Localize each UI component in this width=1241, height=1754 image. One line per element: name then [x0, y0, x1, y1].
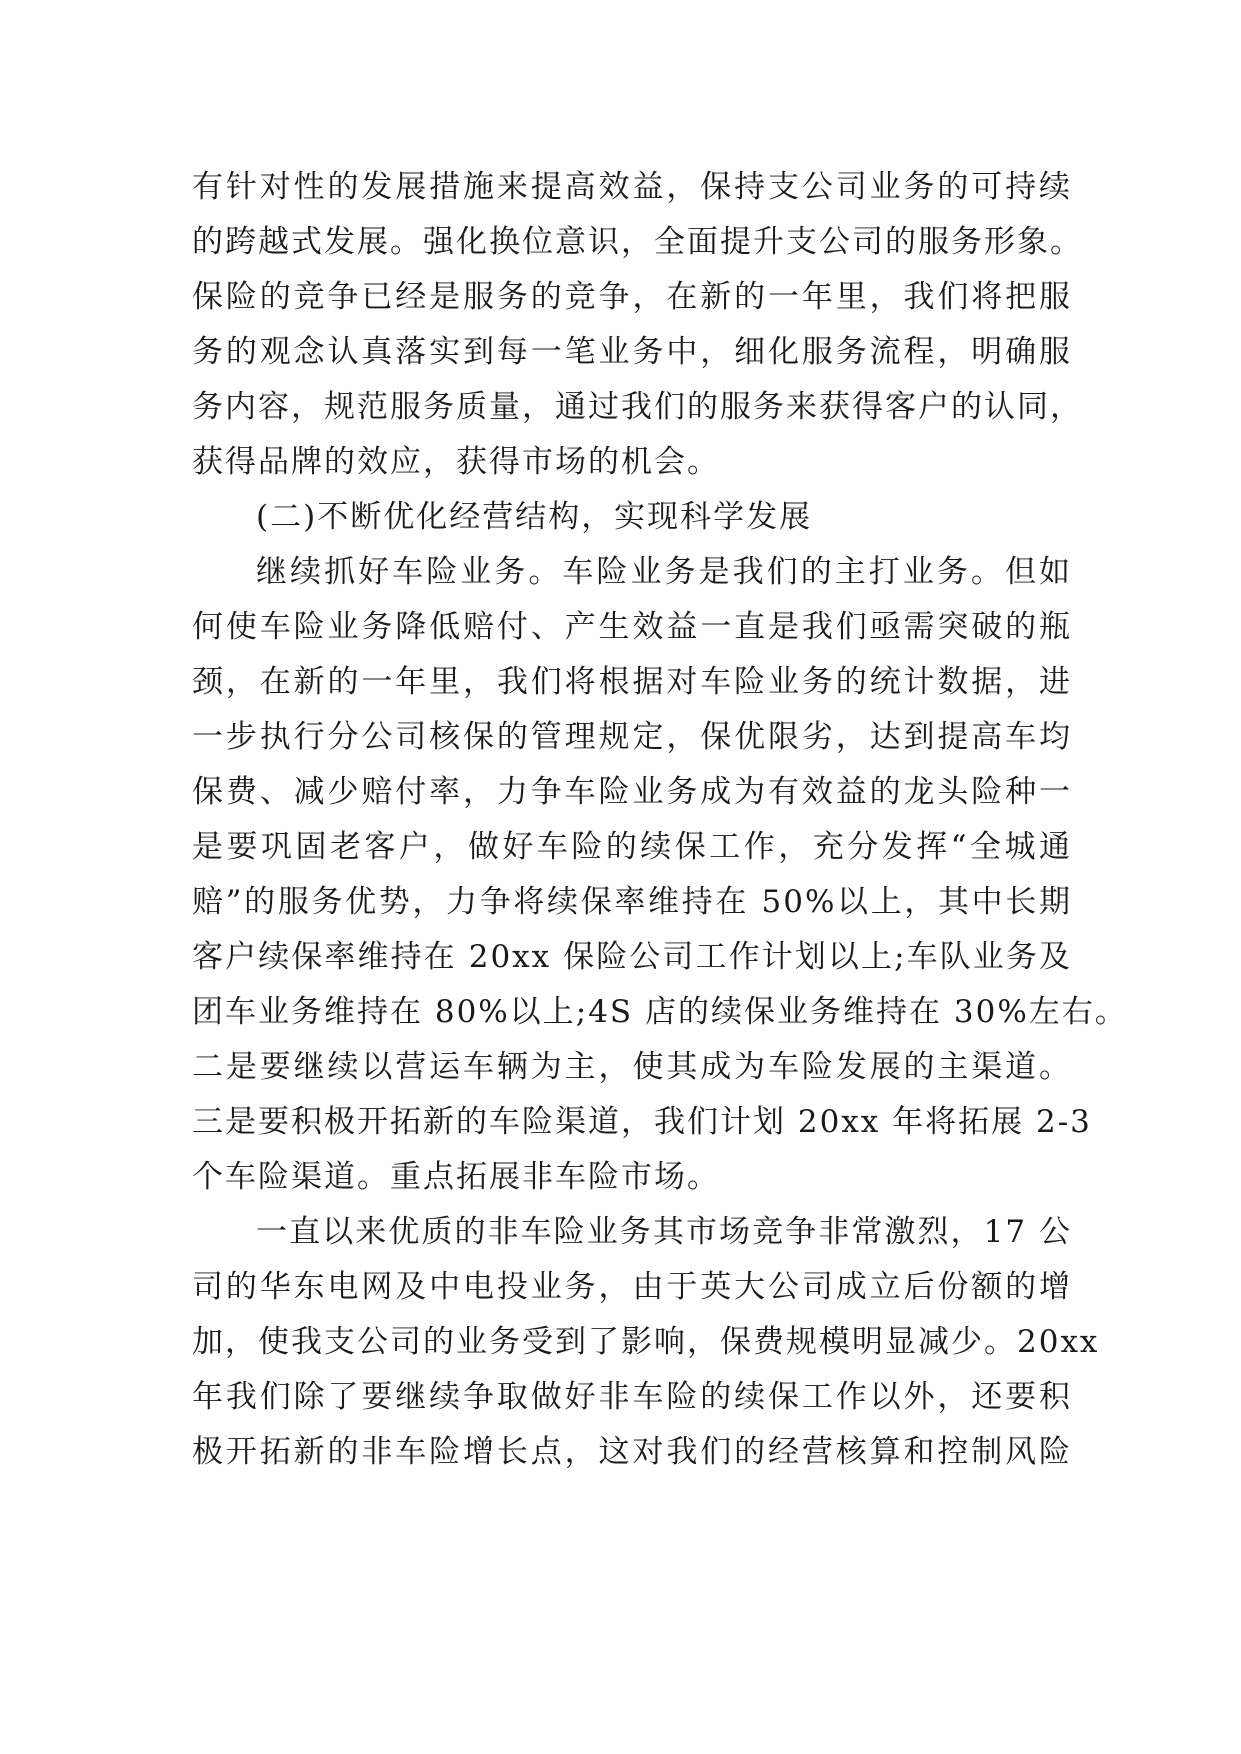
text-line: 有针对性的发展措施来提高效益，保持支公司业务的可持续 [192, 169, 1072, 205]
text-line: 的跨越式发展。强化换位意识，全面提升支公司的服务形象。 [192, 224, 1083, 260]
text-line: 务内容，规范服务质量，通过我们的服务来获得客户的认同， [192, 389, 1083, 425]
text-line: 保费、减少赔付率，力争车险业务成为有效益的龙头险种一 [192, 774, 1072, 810]
text-line: 二是要继续以营运车辆为主，使其成为车险发展的主渠道。 [192, 1049, 1072, 1085]
text-line: 加，使我支公司的业务受到了影响，保费规模明显减少。20xx [192, 1324, 1100, 1360]
text-line: 赔”的服务优势，力争将续保率维持在 50%以上，其中长期 [192, 884, 1072, 920]
text-line: 个车险渠道。重点拓展非车险市场。 [192, 1159, 720, 1195]
text-line: 何使车险业务降低赔付、产生效益一直是我们亟需突破的瓶 [192, 609, 1072, 645]
text-line: 极开拓新的非车险增长点，这对我们的经营核算和控制风险 [192, 1434, 1072, 1470]
text-line: 团车业务维持在 80%以上;4S 店的续保业务维持在 30%左右。 [192, 994, 1128, 1030]
text-line: 一步执行分公司核保的管理规定，保优限劣，达到提高车均 [192, 719, 1072, 755]
text-line: 客户续保率维持在 20xx 保险公司工作计划以上;车队业务及 [192, 939, 1072, 975]
section-heading: (二)不断优化经营结构，实现科学发展 [256, 499, 813, 535]
body-text [192, 160, 1128, 1480]
text-line: 年我们除了要继续争取做好非车险的续保工作以外，还要积 [192, 1379, 1072, 1415]
text-line: 一直以来优质的非车险业务其市场竞争非常激烈，17 公 [256, 1214, 1072, 1250]
text-line: 颈，在新的一年里，我们将根据对车险业务的统计数据，进 [192, 664, 1072, 700]
text-line: 司的华东电网及中电投业务，由于英大公司成立后份额的增 [192, 1269, 1072, 1305]
text-line: 是要巩固老客户，做好车险的续保工作，充分发挥“全城通 [192, 829, 1072, 865]
text-line: 三是要积极开拓新的车险渠道，我们计划 20xx 年将拓展 2-3 [192, 1104, 1092, 1140]
text-line: 务的观念认真落实到每一笔业务中，细化服务流程，明确服 [192, 334, 1072, 370]
text-line: 保险的竞争已经是服务的竞争，在新的一年里，我们将把服 [192, 279, 1072, 315]
text-line: 获得品牌的效应，获得市场的机会。 [192, 444, 720, 480]
text-line: 继续抓好车险业务。车险业务是我们的主打业务。但如 [256, 554, 1072, 590]
